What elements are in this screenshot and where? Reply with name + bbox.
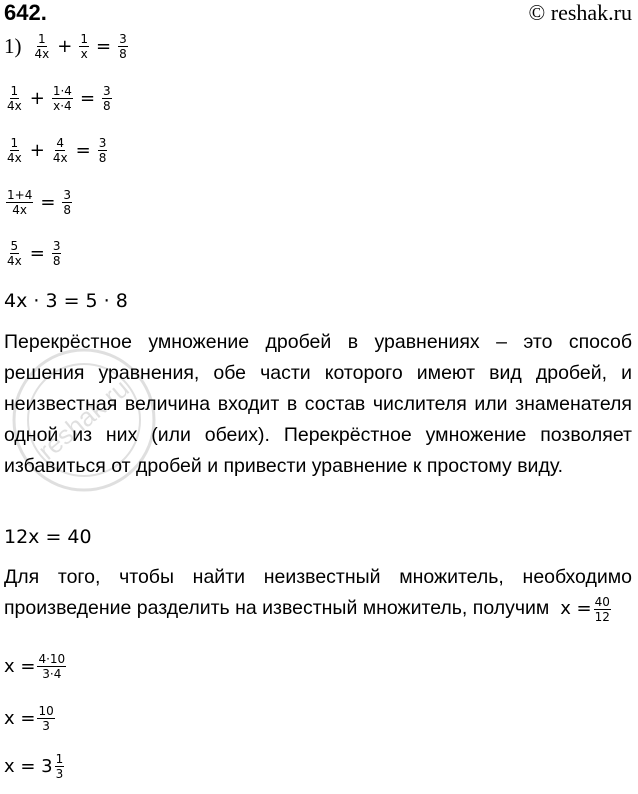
fraction: $\frac{3}{8}$ (52, 239, 61, 268)
source-credit: © reshak.ru (528, 0, 632, 25)
fraction: $\frac{4}{4x}$ (52, 136, 68, 165)
fraction: $\frac{40}{12}$ (594, 594, 610, 624)
fraction: $\frac{3}{8}$ (119, 32, 127, 61)
equals-sign: = (40, 192, 56, 213)
result-equation: x = $\frac{40}{12}$ (560, 594, 610, 624)
explanation-paragraph (4, 327, 632, 482)
fraction: $\frac{1+4}{4x}$ (7, 188, 33, 217)
fraction: $\frac{3}{8}$ (98, 136, 107, 165)
solution-text: Для того, чтобы найти неизвестный множитель, необходимо произведение разделить на известный множитель, получим x = $\frac{40}{12}$ (4, 566, 632, 624)
fraction: $\frac{1}{x}$ (80, 32, 88, 61)
equals-sign: = (29, 243, 45, 264)
equation-step-8: x = $\frac{4\cdot 10}{3\cdot 4}$ (4, 652, 66, 681)
fraction: $\frac{1}{4x}$ (34, 32, 50, 61)
equation-step-5 (4, 239, 63, 268)
fraction: $\frac{4\cdot 10}{3\cdot 4}$ (38, 652, 66, 681)
plus-sign: + (57, 36, 73, 57)
fraction: $\frac{10}{3}$ (38, 704, 54, 733)
item-label: 1) (4, 34, 22, 58)
explanation-text: Перекрёстное умножение дробей в уравнениях – это способ решения уравнения, обе части которого имеют вид дробей, и неизвестная величина входит в состав числителя или знаменателя одной из них (или обеих). Перекрёстное умножение позволяет избавиться от дробей и привести уравнение к простому виду. (4, 331, 632, 477)
fraction: $\frac{1\cdot 4}{x\cdot 4}$ (52, 84, 72, 113)
equation-step-9: x = $\frac{10}{3}$ (4, 704, 54, 733)
equation-step-6: 4x · 3 = 5 · 8 (4, 290, 128, 312)
fraction: $\frac{3}{8}$ (63, 188, 72, 217)
plus-sign: + (29, 88, 45, 109)
watermark-text: reshak.ru (32, 372, 135, 466)
equation-step-1 (4, 32, 130, 61)
equation-step-2 (4, 84, 114, 113)
fraction: $\frac{1}{3}$ (55, 752, 64, 781)
fraction: $\frac{5}{4x}$ (7, 239, 22, 268)
exercise-number: 642. (4, 0, 47, 25)
equals-sign: = (75, 140, 91, 161)
equals-sign: = (95, 36, 112, 57)
equation-step-10: x = 3 $\frac{1}{3}$ (4, 752, 64, 781)
equation-step-7: 12x = 40 (4, 526, 92, 548)
plus-sign: + (29, 140, 45, 161)
equation-step-3 (4, 136, 109, 165)
equation-step-4 (4, 188, 74, 217)
fraction: $\frac{1}{4x}$ (7, 136, 22, 165)
fraction: $\frac{3}{8}$ (103, 84, 111, 113)
fraction: $\frac{1}{4x}$ (7, 84, 22, 113)
solution-paragraph (4, 562, 632, 624)
equals-sign: = (79, 88, 96, 109)
